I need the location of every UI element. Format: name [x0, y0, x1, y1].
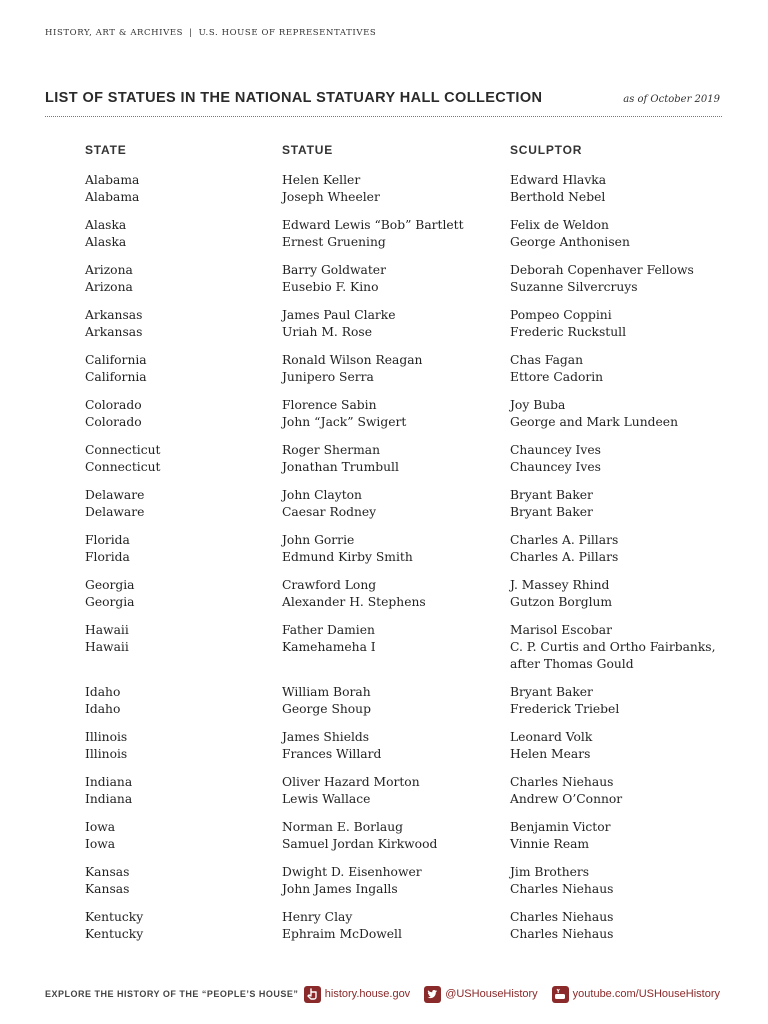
statue-cell-line: Joseph Wheeler	[282, 190, 380, 205]
statue-cell	[282, 487, 376, 521]
statue-cell-line: Lewis Wallace	[282, 792, 371, 807]
table-row	[0, 172, 768, 206]
table-row	[0, 577, 768, 611]
state-cell	[85, 172, 139, 206]
statue-cell-line: Samuel Jordan Kirkwood	[282, 837, 438, 852]
sculptor-cell-line: Frederick Triebel	[510, 702, 620, 717]
table-row	[0, 622, 768, 674]
state-cell-line: Arkansas	[85, 325, 143, 340]
state-cell	[85, 819, 115, 853]
table-row	[0, 262, 768, 296]
state-cell	[85, 487, 144, 521]
state-cell-line: Colorado	[85, 415, 142, 430]
sculptor-cell-line: Deborah Copenhaver Fellows	[510, 262, 694, 277]
sculptor-cell-line: George Anthonisen	[510, 235, 630, 250]
page-title: LIST OF STATUES IN THE NATIONAL STATUARY HALL COLLECTION	[45, 90, 543, 106]
state-cell-line: Kansas	[85, 882, 130, 897]
state-cell	[85, 684, 120, 718]
sculptor-cell-line: Suzanne Silvercruys	[510, 280, 638, 295]
statue-cell-line: Jonathan Trumbull	[282, 460, 399, 475]
column-header-statue: STATUE	[282, 143, 334, 157]
statue-cell-line: Edmund Kirby Smith	[282, 550, 413, 565]
table-row	[0, 487, 768, 521]
statue-cell	[282, 684, 371, 718]
sculptor-cell-line: Chauncey Ives	[510, 442, 601, 457]
statue-cell	[282, 307, 396, 341]
state-cell-line: Florida	[85, 532, 130, 547]
state-cell	[85, 577, 135, 611]
statue-cell	[282, 819, 437, 853]
state-cell-line: Delaware	[85, 487, 145, 502]
sculptor-cell-line: J. Massey Rhind	[510, 577, 610, 592]
state-cell-line: Delaware	[85, 505, 145, 520]
state-cell-line: Connecticut	[85, 460, 161, 475]
sculptor-cell-line: Charles Niehaus	[510, 882, 614, 897]
statue-cell-line: Dwight D. Eisenhower	[282, 864, 422, 879]
sculptor-cell	[510, 622, 740, 674]
statue-cell-line: Ronald Wilson Reagan	[282, 352, 423, 367]
state-cell-line: California	[85, 370, 147, 385]
state-cell-line: California	[85, 352, 147, 367]
table-row	[0, 442, 768, 476]
footer	[45, 984, 720, 1004]
sculptor-cell-line: Bryant Baker	[510, 505, 593, 520]
sculptor-cell-line: Charles A. Pillars	[510, 550, 619, 565]
statue-cell	[282, 217, 464, 251]
state-cell-line: Colorado	[85, 397, 142, 412]
sculptor-cell-line: after Thomas Gould	[510, 657, 634, 672]
state-cell-line: Idaho	[85, 702, 121, 717]
state-cell	[85, 864, 129, 898]
state-cell-line: Florida	[85, 550, 130, 565]
sculptor-cell	[510, 774, 740, 808]
sculptor-cell-line: Helen Mears	[510, 747, 591, 762]
sculptor-cell	[510, 262, 740, 296]
state-cell-line: Idaho	[85, 685, 121, 700]
sculptor-cell	[510, 172, 740, 206]
youtube-icon	[552, 986, 569, 1003]
statue-cell-line: Kamehameha I	[282, 640, 376, 655]
state-cell-line: Illinois	[85, 747, 128, 762]
org-separator: |	[189, 28, 193, 38]
statue-cell	[282, 532, 413, 566]
statue-cell-line: Crawford Long	[282, 577, 377, 592]
youtube-label: youtube.com/USHouseHistory	[572, 988, 720, 1000]
sculptor-cell-line: Bryant Baker	[510, 487, 593, 502]
state-cell-line: Kentucky	[85, 927, 144, 942]
sculptor-cell	[510, 729, 740, 763]
statue-cell-line: Ernest Gruening	[282, 235, 386, 250]
sculptor-cell-line: Leonard Volk	[510, 730, 593, 745]
table-row	[0, 532, 768, 566]
statue-cell-line: George Shoup	[282, 702, 371, 717]
sculptor-cell-line: Jim Brothers	[510, 864, 590, 879]
sculptor-cell	[510, 864, 740, 898]
table-row	[0, 819, 768, 853]
state-cell	[85, 774, 132, 808]
state-cell	[85, 622, 129, 656]
state-cell-line: Georgia	[85, 577, 135, 592]
statue-cell-line: John James Ingalls	[282, 882, 398, 897]
statue-cell	[282, 397, 406, 431]
as-of-date: as of October 2019	[623, 94, 720, 105]
statue-cell	[282, 262, 386, 296]
sculptor-cell-line: Chas Fagan	[510, 352, 584, 367]
sculptor-cell-line: Vinnie Ream	[510, 837, 590, 852]
header-organization	[45, 28, 376, 38]
state-cell-line: Alaska	[85, 235, 127, 250]
statue-cell	[282, 442, 399, 476]
statue-cell-line: Eusebio F. Kino	[282, 280, 379, 295]
sculptor-cell-line: Andrew O’Connor	[510, 792, 623, 807]
org-left: HISTORY, ART & ARCHIVES	[45, 28, 184, 38]
state-cell	[85, 909, 143, 943]
state-cell	[85, 307, 142, 341]
sculptor-cell-line: Joy Buba	[510, 397, 566, 412]
state-cell-line: Iowa	[85, 837, 116, 852]
table-row	[0, 217, 768, 251]
sculptor-cell-line: C. P. Curtis and Ortho Fairbanks,	[510, 640, 716, 655]
sculptor-cell	[510, 909, 740, 943]
table-row	[0, 352, 768, 386]
statue-table	[0, 172, 768, 954]
sculptor-cell-line: Berthold Nebel	[510, 190, 606, 205]
state-cell	[85, 397, 142, 431]
sculptor-cell-line: Felix de Weldon	[510, 217, 609, 232]
state-cell-line: Arizona	[85, 262, 133, 277]
sculptor-cell-line: Benjamin Victor	[510, 819, 611, 834]
state-cell	[85, 729, 127, 763]
sculptor-cell-line: Charles Niehaus	[510, 909, 614, 924]
sculptor-cell	[510, 307, 740, 341]
statue-cell	[282, 622, 376, 656]
sculptor-cell-line: Pompeo Coppini	[510, 307, 612, 322]
twitter-label: @USHouseHistory	[445, 988, 538, 1000]
state-cell-line: Connecticut	[85, 442, 161, 457]
statue-cell-line: Florence Sabin	[282, 397, 377, 412]
statue-cell-line: James Shields	[282, 730, 370, 745]
sculptor-cell	[510, 684, 740, 718]
statue-cell-line: Roger Sherman	[282, 442, 381, 457]
sculptor-cell-line: Bryant Baker	[510, 685, 593, 700]
statue-cell	[282, 909, 402, 943]
state-cell-line: Indiana	[85, 792, 133, 807]
sculptor-cell	[510, 442, 740, 476]
history-site-link[interactable]	[304, 986, 410, 1003]
org-right: U.S. HOUSE OF REPRESENTATIVES	[198, 28, 377, 38]
state-cell-line: Alabama	[85, 190, 140, 205]
statue-cell	[282, 729, 381, 763]
state-cell-line: Alaska	[85, 217, 127, 232]
statue-cell-line: Oliver Hazard Morton	[282, 775, 420, 789]
state-cell	[85, 262, 133, 296]
sculptor-cell	[510, 532, 740, 566]
state-cell-line: Illinois	[85, 730, 128, 745]
sculptor-cell-line: Marisol Escobar	[510, 622, 612, 637]
statue-cell-line: Uriah M. Rose	[282, 325, 372, 340]
sculptor-cell-line: Gutzon Borglum	[510, 595, 613, 610]
twitter-link[interactable]	[424, 986, 537, 1003]
table-row	[0, 774, 768, 808]
statue-cell-line: Barry Goldwater	[282, 262, 386, 277]
state-cell	[85, 532, 130, 566]
sculptor-cell	[510, 397, 740, 431]
state-cell-line: Kansas	[85, 864, 130, 879]
statue-cell-line: John Clayton	[282, 487, 362, 502]
statue-cell-line: Edward Lewis “Bob” Bartlett	[282, 217, 464, 232]
statue-cell-line: Henry Clay	[282, 909, 353, 924]
state-cell-line: Indiana	[85, 775, 133, 789]
state-cell-line: Arkansas	[85, 307, 143, 322]
statue-cell-line: John “Jack” Swigert	[282, 415, 407, 430]
statue-cell-line: Junipero Serra	[282, 370, 374, 385]
state-cell-line: Arizona	[85, 280, 133, 295]
column-header-sculptor: SCULPTOR	[510, 143, 583, 157]
table-row	[0, 307, 768, 341]
state-cell	[85, 217, 126, 251]
hand-pointer-icon	[304, 986, 321, 1003]
column-header-state: STATE	[85, 143, 127, 157]
youtube-link[interactable]	[552, 986, 720, 1003]
state-cell-line: Iowa	[85, 819, 116, 834]
statue-cell-line: Father Damien	[282, 622, 375, 637]
statue-cell-line: Norman E. Borlaug	[282, 819, 404, 834]
statue-cell	[282, 577, 426, 611]
state-cell	[85, 352, 147, 386]
statue-cell-line: Helen Keller	[282, 173, 361, 187]
sculptor-cell-line: Frederic Ruckstull	[510, 325, 626, 340]
state-cell-line: Alabama	[85, 173, 140, 187]
sculptor-cell-line: Charles Niehaus	[510, 775, 614, 789]
table-row	[0, 684, 768, 718]
history-site-label: history.house.gov	[324, 988, 411, 1000]
state-cell-line: Hawaii	[85, 622, 129, 637]
sculptor-cell-line: Charles A. Pillars	[510, 532, 619, 547]
table-row	[0, 397, 768, 431]
sculptor-cell-line: Charles Niehaus	[510, 927, 614, 942]
sculptor-cell	[510, 352, 740, 386]
statue-cell-line: James Paul Clarke	[282, 307, 396, 322]
statue-cell-line: Ephraim McDowell	[282, 927, 402, 942]
statue-cell	[282, 864, 422, 898]
statue-cell-line: John Gorrie	[282, 532, 355, 547]
table-row	[0, 864, 768, 898]
table-row	[0, 909, 768, 943]
sculptor-cell-line: Chauncey Ives	[510, 460, 601, 475]
statue-cell-line: Alexander H. Stephens	[282, 595, 426, 610]
footer-explore-text: EXPLORE THE HISTORY OF THE “PEOPLE’S HOUSE”	[45, 989, 299, 999]
statue-cell	[282, 774, 420, 808]
state-cell-line: Georgia	[85, 595, 135, 610]
statue-cell-line: Frances Willard	[282, 747, 382, 762]
twitter-icon	[424, 986, 441, 1003]
sculptor-cell	[510, 217, 740, 251]
statue-cell	[282, 172, 380, 206]
sculptor-cell	[510, 487, 740, 521]
title-divider	[45, 116, 722, 117]
state-cell-line: Kentucky	[85, 909, 144, 924]
sculptor-cell-line: Edward Hlavka	[510, 173, 607, 187]
statue-cell-line: William Borah	[282, 685, 371, 700]
table-row	[0, 729, 768, 763]
footer-links	[304, 986, 720, 1003]
sculptor-cell-line: Ettore Cadorin	[510, 370, 604, 385]
sculptor-cell	[510, 819, 740, 853]
sculptor-cell	[510, 577, 740, 611]
statue-cell	[282, 352, 422, 386]
state-cell-line: Hawaii	[85, 640, 129, 655]
sculptor-cell-line: George and Mark Lundeen	[510, 415, 678, 430]
state-cell	[85, 442, 160, 476]
statue-cell-line: Caesar Rodney	[282, 505, 377, 520]
